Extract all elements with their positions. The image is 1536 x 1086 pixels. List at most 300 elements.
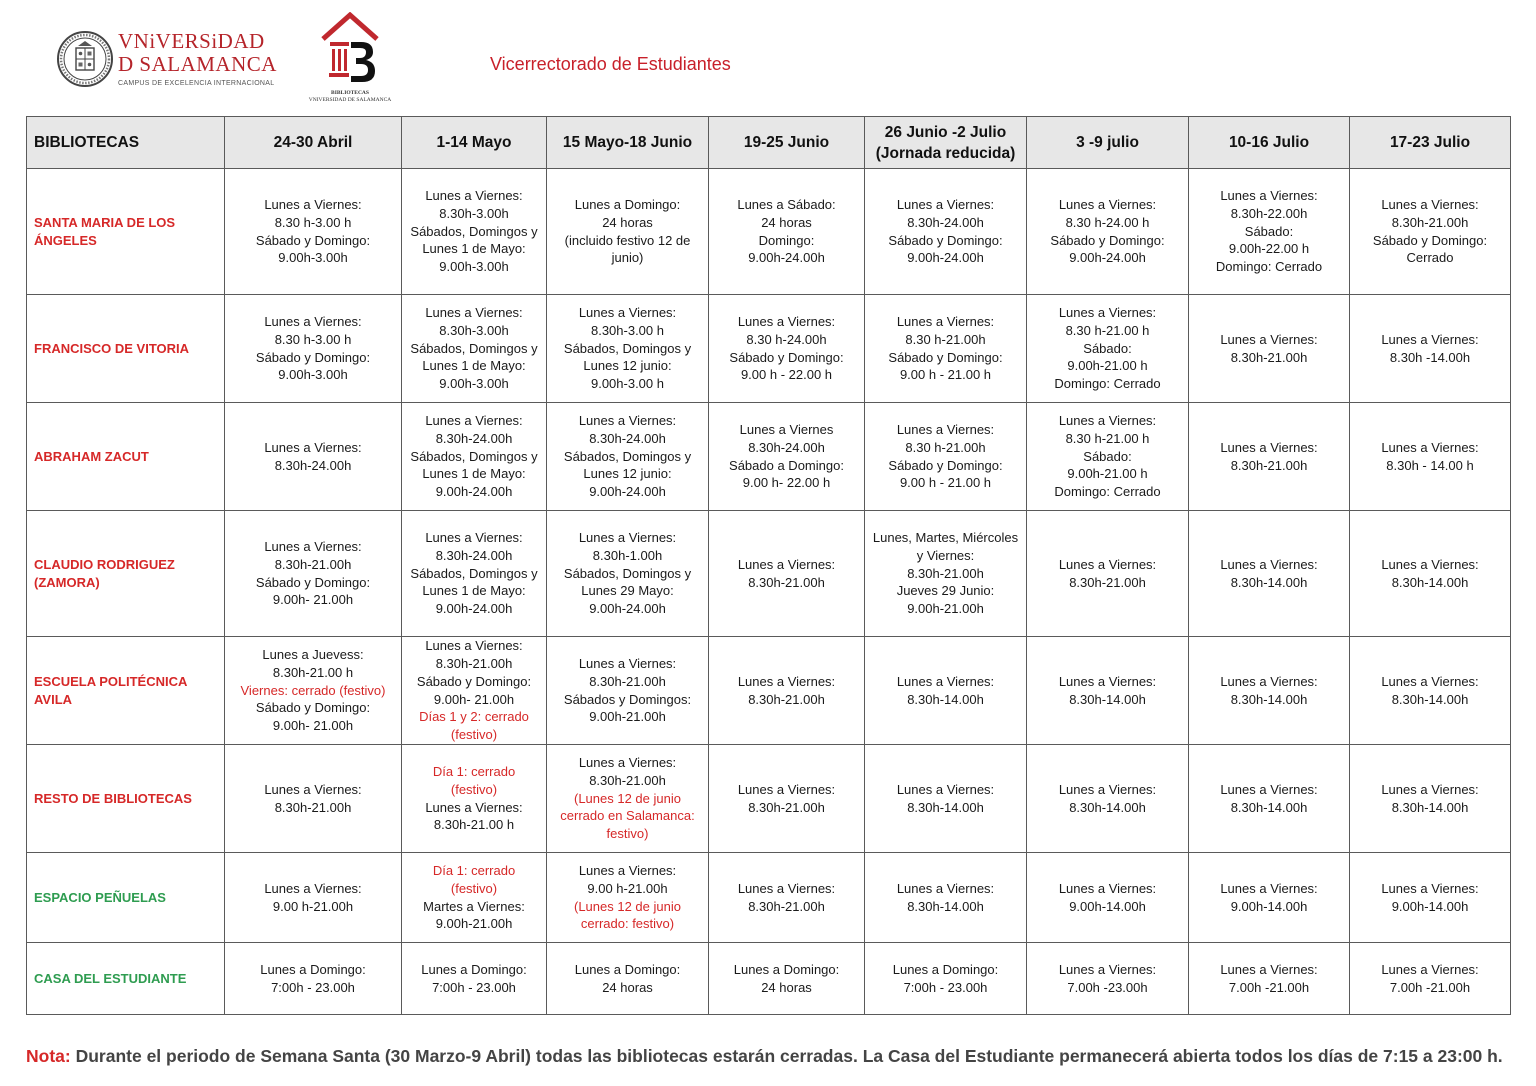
schedule-cell xyxy=(1189,295,1350,403)
schedule-line: Lunes a Viernes: xyxy=(578,862,677,878)
schedule-cell xyxy=(1350,637,1511,745)
schedule-line: 8.30h - 14.00 h xyxy=(1386,457,1474,473)
schedule-cell xyxy=(547,943,709,1015)
column-header-label: 19-25 Junio xyxy=(743,134,830,151)
schedule-line: Lunes a Domingo: xyxy=(574,961,681,977)
library-name-cell: CLAUDIO RODRIGUEZ (ZAMORA) xyxy=(27,511,225,637)
schedule-line: Lunes a Juevess: xyxy=(262,647,364,662)
schedule-line: Lunes a Viernes: xyxy=(737,880,836,896)
schedule-line: Sábados, Domingos y xyxy=(410,340,538,356)
schedule-line: 8.30h-21.00 h xyxy=(272,664,354,680)
schedule-line: Sábado y Domingo: xyxy=(255,232,371,248)
schedule-line: Sábados, Domingos y xyxy=(563,340,692,356)
schedule-line: Lunes a Viernes: xyxy=(578,530,677,545)
schedule-line: (Lunes 12 de junio xyxy=(574,898,681,914)
schedule-line: Lunes a Viernes: xyxy=(264,196,362,212)
column-header-period xyxy=(547,117,709,169)
schedule-cell xyxy=(709,403,865,511)
schedule-line: 8.30h-21.00h xyxy=(748,898,825,914)
schedule-line: Lunes a Viernes: xyxy=(578,655,677,671)
schedule-line: 8.30h-21.00h xyxy=(1391,214,1469,230)
schedule-cell xyxy=(1027,511,1189,637)
schedule-line: 8.30h-24.00h xyxy=(274,457,352,473)
schedule-line: 9.00 h - 21.00 h xyxy=(899,475,992,491)
schedule-line: Día 1: cerrado xyxy=(432,763,516,779)
schedule-line: 8.30h-21.00h xyxy=(1230,349,1308,365)
table-row xyxy=(27,943,1511,1015)
schedule-line: 7:00h - 23.00h xyxy=(271,979,355,995)
university-name-line2: D SALAMANCA xyxy=(118,52,277,76)
schedule-line: 9.00 h-21.00h xyxy=(272,898,354,914)
schedule-line: Lunes a Viernes: xyxy=(264,313,362,329)
schedule-cell xyxy=(225,853,402,943)
note-label: Nota: xyxy=(26,1046,71,1066)
schedule-cell xyxy=(1027,403,1189,511)
schedule-line: Día 1: cerrado xyxy=(432,862,516,878)
schedule-cell xyxy=(402,637,547,745)
schedule-line: Lunes a Domingo: xyxy=(421,961,527,977)
schedule-cell xyxy=(865,511,1027,637)
schedule-line: 9.00 h-21.00h xyxy=(587,880,668,896)
schedule-line: 8.30h-3.00 h xyxy=(590,322,664,338)
schedule-line: 9.00h- 21.00h xyxy=(433,691,515,707)
schedule-line: Lunes 1 de Mayo: xyxy=(422,583,526,599)
schedule-line: 9.00h-21.00h xyxy=(907,601,984,617)
library-caption-line2: VNIVERSIDAD DE SALAMANCA xyxy=(308,97,392,103)
schedule-line: Lunes a Viernes: xyxy=(1381,880,1479,896)
schedule-line: Lunes a Viernes: xyxy=(1381,439,1479,455)
library-name-cell: ABRAHAM ZACUT xyxy=(27,403,225,511)
schedule-cell xyxy=(865,745,1027,853)
schedule-line: Sábado y Domingo: xyxy=(888,457,1003,473)
schedule-cell xyxy=(1350,745,1511,853)
schedule-line: 8.30h-14.00h xyxy=(907,691,984,707)
schedule-line: Lunes a Viernes: xyxy=(425,638,523,654)
schedule-line: cerrado: festivo) xyxy=(580,916,675,932)
schedule-line: Lunes a Viernes: xyxy=(1058,196,1157,212)
schedule-line: Lunes a Viernes: xyxy=(425,413,523,428)
schedule-cell xyxy=(865,637,1027,745)
schedule-line: 9.00h-21.00 h xyxy=(1067,358,1148,374)
university-seal-icon xyxy=(56,30,114,88)
schedule-line: 9.00h-24.00h xyxy=(435,601,513,617)
schedule-line: 8.30 h-21.00 h xyxy=(1065,430,1150,446)
schedule-line: Lunes a Viernes: xyxy=(1220,961,1318,977)
schedule-line: 9.00h-3.00h xyxy=(439,376,509,392)
schedule-line: Lunes a Viernes: xyxy=(1381,196,1479,212)
column-header-period xyxy=(865,117,1027,169)
schedule-cell xyxy=(1189,637,1350,745)
schedule-line: 24 horas xyxy=(761,979,812,995)
schedule-line: 8.30h-21.00h xyxy=(1069,574,1146,590)
schedule-line: 8.30 h-21.00 h xyxy=(1065,322,1150,338)
schedule-cell xyxy=(225,511,402,637)
schedule-line: (incluido festivo 12 de xyxy=(564,232,691,248)
schedule-line: 9.00 h- 22.00 h xyxy=(742,475,831,491)
schedule-line: Lunes a Viernes: xyxy=(737,673,836,689)
schedule-line: 8.30h-24.00h xyxy=(748,439,825,455)
table-row xyxy=(27,403,1511,511)
schedule-line: Lunes a Viernes: xyxy=(578,305,677,320)
schedule-line: Lunes a Domingo: xyxy=(260,961,366,977)
university-name xyxy=(118,30,277,76)
university-logo xyxy=(56,29,277,94)
schedule-line: Lunes 29 Mayo: xyxy=(581,583,674,599)
schedule-cell xyxy=(709,511,865,637)
library-schedule-table xyxy=(26,116,1511,1015)
schedule-cell xyxy=(547,511,709,637)
column-header-label: BIBLIOTECAS xyxy=(34,134,140,151)
schedule-line: 8.30h-3.00h xyxy=(439,322,509,338)
schedule-line: Lunes a Viernes: xyxy=(737,781,836,797)
schedule-line: Lunes a Viernes: xyxy=(1058,556,1157,572)
schedule-line: 24 horas xyxy=(602,979,653,995)
schedule-cell xyxy=(1027,853,1189,943)
schedule-line: 8.30h-21.00h xyxy=(274,799,352,815)
schedule-line: 8.30h-24.00h xyxy=(435,547,513,563)
schedule-cell xyxy=(1027,943,1189,1015)
schedule-line: 8.30h-21.00h xyxy=(907,565,984,581)
schedule-line: 7:00h - 23.00h xyxy=(903,979,988,995)
schedule-line: Sábado: xyxy=(1083,340,1132,356)
schedule-cell xyxy=(1189,943,1350,1015)
schedule-line: Lunes a Viernes: xyxy=(578,755,677,770)
schedule-line: Lunes a Viernes: xyxy=(425,305,523,320)
schedule-line: Lunes a Viernes: xyxy=(1058,413,1157,428)
schedule-line: 8.30h-24.00h xyxy=(589,430,666,446)
schedule-cell xyxy=(547,295,709,403)
column-header-libraries xyxy=(27,117,225,169)
column-header-label: 10-16 Julio xyxy=(1228,134,1310,151)
note-text: Durante el periodo de Semana Santa (30 Marzo-9 Abril) todas las bibliotecas estarán cerradas. La Casa del Estudiante permanecerá abierta todos los días de 7:15 a 23:00 h. xyxy=(70,1046,1503,1066)
schedule-line: Lunes a Viernes: xyxy=(425,530,523,545)
column-header-period xyxy=(402,117,547,169)
schedule-line: Sábados y Domingos: xyxy=(563,691,692,707)
schedule-line: Sábado y Domingo: xyxy=(729,349,844,365)
schedule-line: 8.30h-14.00h xyxy=(1069,691,1146,707)
schedule-line: Sábados, Domingos y xyxy=(563,448,692,464)
schedule-line: 9.00h-24.00h xyxy=(748,250,825,266)
column-header-period xyxy=(709,117,865,169)
schedule-line: 9.00h-24.00h xyxy=(589,484,666,500)
column-header-label: 3 -9 julio xyxy=(1076,134,1139,151)
schedule-line: Sábados, Domingos y xyxy=(563,565,692,581)
schedule-cell xyxy=(1350,853,1511,943)
schedule-line: Lunes a Viernes: xyxy=(1220,331,1318,347)
schedule-cell xyxy=(225,745,402,853)
schedule-cell xyxy=(402,169,547,295)
schedule-line: (Lunes 12 de junio xyxy=(574,790,681,806)
schedule-line: Lunes 12 junio: xyxy=(583,466,672,482)
schedule-line: 8.30h-21.00h xyxy=(748,691,825,707)
library-name-cell: CASA DEL ESTUDIANTE xyxy=(27,943,225,1015)
schedule-cell xyxy=(547,745,709,853)
schedule-line: (festivo) xyxy=(450,781,498,797)
schedule-line: Sábado: xyxy=(1083,448,1132,464)
schedule-cell xyxy=(225,295,402,403)
schedule-line: 8.30h-14.00h xyxy=(1069,799,1146,815)
schedule-line: Domingo: Cerrado xyxy=(1054,376,1161,392)
column-header-period xyxy=(225,117,402,169)
table-row xyxy=(27,853,1511,943)
schedule-line: Lunes a Domingo: xyxy=(733,961,840,977)
schedule-line: 8.30h-22.00h xyxy=(1230,205,1308,221)
schedule-cell xyxy=(225,943,402,1015)
schedule-line: 9.00h-24.00h xyxy=(907,250,984,266)
schedule-cell xyxy=(1027,169,1189,295)
table-row xyxy=(27,169,1511,295)
schedule-line: Lunes, Martes, Miércoles xyxy=(872,530,1019,545)
schedule-cell xyxy=(865,169,1027,295)
schedule-cell xyxy=(402,295,547,403)
schedule-line: 9.00h-3.00 h xyxy=(590,376,664,392)
schedule-line: Lunes 1 de Mayo: xyxy=(422,241,526,257)
schedule-line: 9.00h- 21.00h xyxy=(272,718,354,734)
schedule-line: Lunes a Viernes: xyxy=(264,781,362,797)
library-name-cell: SANTA MARIA DE LOS ÁNGELES xyxy=(27,169,225,295)
schedule-cell xyxy=(547,637,709,745)
column-header-period xyxy=(1189,117,1350,169)
schedule-line: Lunes a Viernes: xyxy=(1058,781,1157,797)
schedule-line: Sábados, Domingos y xyxy=(410,448,538,464)
schedule-line: Lunes a Sábado: xyxy=(737,196,836,212)
schedule-line: 9.00h-14.00h xyxy=(1069,898,1146,914)
schedule-line: Viernes: cerrado (festivo) xyxy=(240,682,386,698)
schedule-line: Sábado y Domingo: xyxy=(1372,232,1488,248)
schedule-cell xyxy=(1189,169,1350,295)
column-header-label: 1-14 Mayo xyxy=(436,134,512,151)
library-name-cell: FRANCISCO DE VITORIA xyxy=(27,295,225,403)
table-row xyxy=(27,637,1511,745)
table-row xyxy=(27,511,1511,637)
schedule-line: 8.30 h-24.00 h xyxy=(1065,214,1150,230)
vicerrectorado-title: Vicerrectorado de Estudiantes xyxy=(490,54,731,74)
schedule-cell xyxy=(1027,295,1189,403)
schedule-line: Sábado a Domingo: xyxy=(729,457,844,473)
schedule-line: festivo) xyxy=(606,826,649,842)
schedule-line: 9.00h-14.00h xyxy=(1391,898,1469,914)
schedule-cell xyxy=(709,853,865,943)
schedule-line: 9.00h-24.00h xyxy=(435,484,513,500)
table-header-row xyxy=(27,117,1511,169)
schedule-cell xyxy=(1350,295,1511,403)
schedule-line: 8.30h-21.00h xyxy=(435,655,513,671)
schedule-line: Lunes a Viernes: xyxy=(896,196,995,212)
schedule-cell xyxy=(225,403,402,511)
schedule-cell xyxy=(1189,745,1350,853)
schedule-line: Lunes a Viernes: xyxy=(264,880,362,896)
schedule-cell xyxy=(709,745,865,853)
schedule-line: 8.30h-21.00h xyxy=(274,556,352,572)
schedule-cell xyxy=(402,511,547,637)
schedule-cell xyxy=(1027,637,1189,745)
schedule-line: Lunes a Viernes: xyxy=(1381,781,1479,797)
schedule-line: Sábado y Domingo: xyxy=(416,673,532,689)
schedule-cell xyxy=(709,295,865,403)
schedule-line: 8.30h-3.00h xyxy=(439,205,509,221)
schedule-line: 9.00h-24.00h xyxy=(1069,250,1146,266)
schedule-cell xyxy=(1189,853,1350,943)
schedule-line: Lunes a Viernes: xyxy=(1058,673,1157,689)
schedule-cell xyxy=(709,169,865,295)
schedule-line: y Viernes: xyxy=(916,547,975,563)
schedule-line: Días 1 y 2: cerrado xyxy=(419,709,529,725)
schedule-line: Lunes a Viernes: xyxy=(1058,961,1157,977)
schedule-line: Lunes a Viernes: xyxy=(1381,673,1479,689)
schedule-line: 8.30h-24.00h xyxy=(907,214,984,230)
schedule-line: Lunes a Viernes: xyxy=(425,799,523,815)
schedule-line: Lunes a Viernes: xyxy=(1381,961,1479,977)
library-name-cell: ESPACIO PEÑUELAS xyxy=(27,853,225,943)
schedule-line: Lunes a Viernes: xyxy=(1220,880,1318,896)
schedule-line: 8.30h-14.00h xyxy=(1230,691,1308,707)
schedule-line: Domingo: Cerrado xyxy=(1215,259,1323,275)
schedule-cell xyxy=(402,853,547,943)
library-caption-line1: BIBLIOTECAS xyxy=(331,90,369,96)
schedule-line: Lunes a Viernes: xyxy=(264,439,362,455)
schedule-line: Lunes a Viernes: xyxy=(896,880,995,896)
schedule-line: Sábado y Domingo: xyxy=(888,349,1003,365)
schedule-line: 7:00h - 23.00h xyxy=(432,979,516,995)
schedule-line: Lunes a Viernes: xyxy=(1058,305,1157,320)
schedule-cell xyxy=(402,745,547,853)
schedule-line: 8.30h-14.00h xyxy=(1230,574,1308,590)
schedule-line: Jueves 29 Junio: xyxy=(896,583,995,599)
schedule-line: 9.00h-22.00 h xyxy=(1228,241,1310,257)
schedule-line: 7.00h -21.00h xyxy=(1228,979,1310,995)
schedule-cell xyxy=(547,169,709,295)
schedule-line: 24 horas xyxy=(602,214,653,230)
schedule-line: Lunes a Viernes: xyxy=(737,556,836,572)
schedule-cell xyxy=(547,853,709,943)
schedule-line: 8.30h-14.00h xyxy=(1391,799,1469,815)
schedule-line: 8.30h-1.00h xyxy=(592,547,663,563)
schedule-line: 9.00h-21.00 h xyxy=(1067,466,1148,482)
schedule-cell xyxy=(709,943,865,1015)
schedule-line: Lunes a Domingo: xyxy=(574,196,681,212)
schedule-line: 8.30h-21.00h xyxy=(589,673,666,689)
schedule-line: 8.30h-14.00h xyxy=(907,799,984,815)
university-name-line1: VNiVERSiDAD xyxy=(118,29,265,53)
column-header-label: 15 Mayo-18 Junio xyxy=(562,134,693,151)
schedule-line: Cerrado xyxy=(1406,250,1454,266)
schedule-line: Lunes 12 junio: xyxy=(583,358,672,374)
schedule-line: Lunes a Viernes: xyxy=(1220,673,1318,689)
column-header-label: 26 Junio -2 Julio xyxy=(884,123,1007,141)
schedule-line: Lunes a Viernes: xyxy=(1058,880,1157,896)
schedule-line: Sábado: xyxy=(1244,223,1294,239)
schedule-line: 9.00h-21.00h xyxy=(589,709,666,725)
schedule-line: 8.30h-21.00h xyxy=(748,799,825,815)
schedule-line: Lunes a Viernes: xyxy=(896,673,995,689)
schedule-line: junio) xyxy=(611,250,644,266)
schedule-line: 8.30h-21.00 h xyxy=(433,817,515,833)
schedule-line: 8.30h-14.00h xyxy=(1391,574,1469,590)
schedule-line: 9.00h-3.00h xyxy=(278,367,348,383)
schedule-line: Sábado y Domingo: xyxy=(255,574,371,590)
schedule-line: 8.30h-21.00h xyxy=(589,772,666,788)
schedule-cell xyxy=(865,853,1027,943)
schedule-line: Lunes a Viernes: xyxy=(737,313,836,329)
library-logo-caption xyxy=(308,90,392,104)
table-row xyxy=(27,295,1511,403)
schedule-line: Lunes a Viernes: xyxy=(896,421,995,437)
schedule-line: 8.30 h-24.00h xyxy=(746,331,827,347)
schedule-line: Domingo: xyxy=(758,232,815,248)
schedule-cell xyxy=(402,403,547,511)
schedule-line: 9.00h-24.00h xyxy=(589,601,666,617)
schedule-line: 8.30 h-3.00 h xyxy=(274,214,352,230)
university-tagline: CAMPUS DE EXCELENCIA INTERNACIONAL xyxy=(118,80,275,87)
schedule-line: Sábados, Domingos y xyxy=(410,565,538,581)
schedule-cell xyxy=(402,943,547,1015)
schedule-cell xyxy=(1350,511,1511,637)
schedule-line: 9.00h-21.00h xyxy=(435,916,513,932)
column-header-sublabel: (Jornada reducida) xyxy=(875,144,1016,162)
schedule-line: Lunes a Viernes: xyxy=(1220,439,1318,455)
schedule-line: Lunes a Viernes: xyxy=(1381,556,1479,572)
schedule-line: Lunes a Viernes: xyxy=(264,538,362,554)
schedule-line: Lunes a Viernes: xyxy=(1220,556,1318,572)
schedule-cell xyxy=(1189,403,1350,511)
schedule-line: 8.30 h-21.00h xyxy=(905,331,986,347)
schedule-cell xyxy=(1350,943,1511,1015)
schedule-cell xyxy=(547,403,709,511)
schedule-line: Sábado y Domingo: xyxy=(888,232,1003,248)
schedule-line: 7.00h -23.00h xyxy=(1067,979,1148,995)
schedule-line: 8.30 h-21.00h xyxy=(905,439,986,455)
schedule-line: (festivo) xyxy=(450,727,498,743)
schedule-line: Lunes a Viernes: xyxy=(578,413,677,428)
schedule-line: 9.00 h - 21.00 h xyxy=(899,367,992,383)
column-header-label: 17-23 Julio xyxy=(1389,134,1471,151)
schedule-line: Domingo: Cerrado xyxy=(1054,484,1161,500)
schedule-line: Lunes a Viernes: xyxy=(425,188,523,203)
schedule-line: 9.00 h - 22.00 h xyxy=(740,367,833,383)
library-building-icon xyxy=(320,12,380,88)
schedule-line: Lunes a Domingo: xyxy=(892,961,999,977)
schedule-line: 8.30h-21.00h xyxy=(1230,457,1308,473)
schedule-line: Sábado y Domingo: xyxy=(255,349,371,365)
schedule-cell xyxy=(1350,403,1511,511)
schedule-line: 7.00h -21.00h xyxy=(1389,979,1471,995)
footer-note xyxy=(26,1046,1526,1067)
schedule-line: Martes a Viernes: xyxy=(423,898,525,914)
schedule-line: Lunes a Viernes: xyxy=(1220,781,1318,797)
schedule-line: Sábados, Domingos y xyxy=(410,223,538,239)
column-header-label: 24-30 Abril xyxy=(273,134,353,151)
schedule-line: Lunes a Viernes xyxy=(739,421,834,437)
schedule-line: 9.00h- 21.00h xyxy=(272,592,354,608)
schedule-line: 9.00h-3.00h xyxy=(278,250,348,266)
schedule-line: Sábado y Domingo: xyxy=(255,700,371,716)
page-header xyxy=(0,0,1536,112)
schedule-line: cerrado en Salamanca: xyxy=(560,808,695,824)
schedule-line: Lunes a Viernes: xyxy=(1381,331,1479,347)
schedule-cell xyxy=(225,637,402,745)
schedule-line: 8.30h-14.00h xyxy=(1391,691,1469,707)
column-header-period xyxy=(1027,117,1189,169)
column-header-period xyxy=(1350,117,1511,169)
library-name-cell: RESTO DE BIBLIOTECAS xyxy=(27,745,225,853)
schedule-cell xyxy=(1027,745,1189,853)
schedule-line: 8.30h-14.00h xyxy=(907,898,984,914)
library-logo xyxy=(308,12,392,106)
library-name-cell: ESCUELA POLITÉCNICA AVILA xyxy=(27,637,225,745)
schedule-line: Lunes 1 de Mayo: xyxy=(422,466,526,482)
schedule-line: 8.30 h-3.00 h xyxy=(274,331,352,347)
schedule-line: Lunes a Viernes: xyxy=(1220,188,1318,203)
